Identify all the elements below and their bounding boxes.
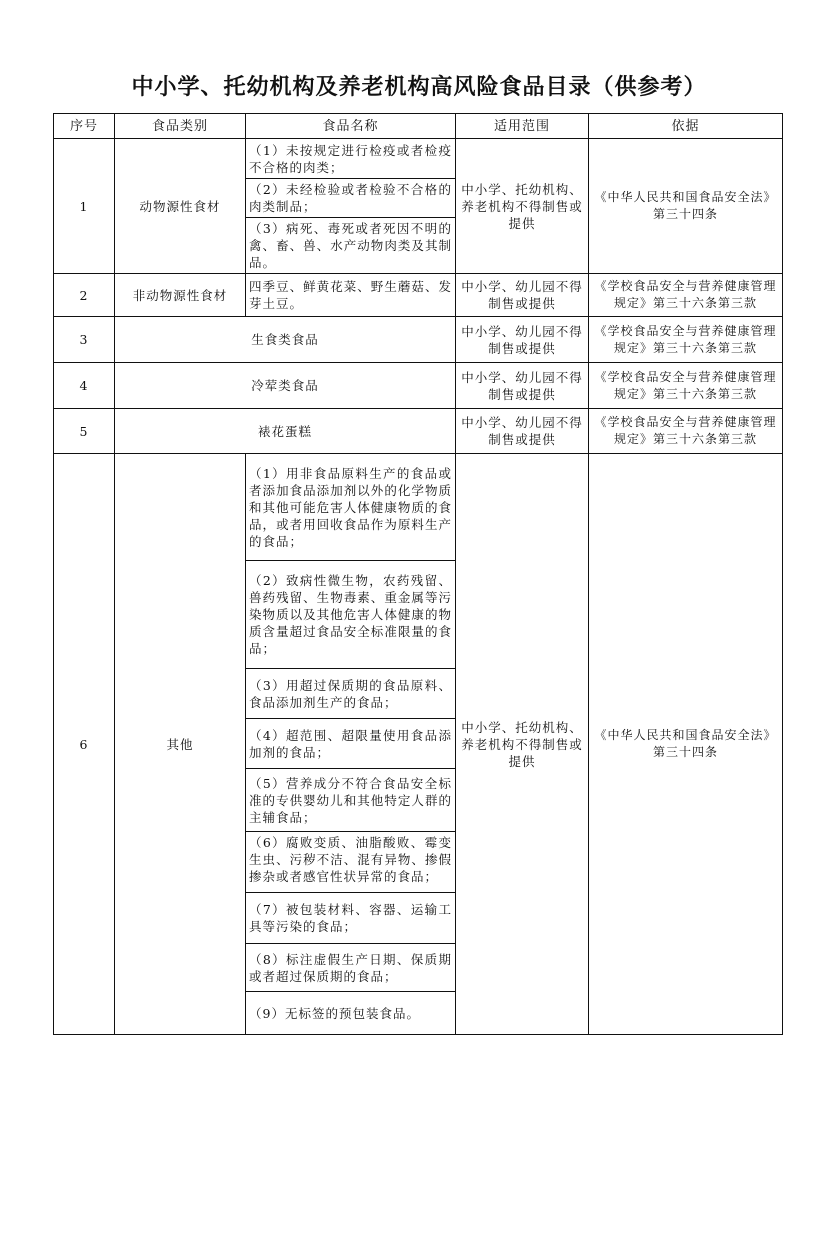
row-scope: 中小学、幼儿园不得制售或提供 bbox=[456, 409, 589, 454]
high-risk-food-table bbox=[53, 113, 783, 1035]
page-title: 中小学、托幼机构及养老机构高风险食品目录（供参考） bbox=[131, 75, 707, 100]
food-item bbox=[246, 179, 456, 218]
row-scope: 中小学、托幼机构、养老机构不得制售或提供 bbox=[456, 454, 589, 1035]
header-basis: 依据 bbox=[589, 114, 783, 139]
row-seq: 1 bbox=[54, 139, 115, 274]
food-item: （5）营养成分不符合食品安全标准的专供婴幼儿和其他特定人群的主辅食品； bbox=[246, 769, 456, 832]
food-item-text: （3）病死、毒死或者死因不明的禽、畜、兽、水产动物肉类及其制品。 bbox=[249, 221, 452, 270]
row-basis: 《学校食品安全与营养健康管理规定》第三十六条第三款 bbox=[589, 363, 783, 409]
table-row bbox=[54, 454, 783, 561]
row-food-name: 冷荤类食品 bbox=[115, 363, 456, 409]
row-seq: 4 bbox=[54, 363, 115, 409]
row-category: 非动物源性食材 bbox=[115, 274, 246, 317]
food-item: （3）用超过保质期的食品原料、食品添加剂生产的食品； bbox=[246, 669, 456, 719]
food-item-text: （1）未按规定进行检疫或者检疫不合格的肉类； bbox=[249, 142, 452, 175]
food-item: （8）标注虚假生产日期、保质期或者超过保质期的食品； bbox=[246, 944, 456, 992]
food-item: （2）致病性微生物，农药残留、兽药残留、生物毒素、重金属等污染物质以及其他危害人体健康的物质含量超过食品安全标准限量的食品； bbox=[246, 561, 456, 669]
row-seq: 3 bbox=[54, 317, 115, 363]
row-scope: 中小学、托幼机构、养老机构不得制售或提供 bbox=[456, 139, 589, 274]
food-item: （9）无标签的预包装食品。 bbox=[246, 992, 456, 1035]
row-category: 其他 bbox=[115, 454, 246, 1035]
row-seq: 6 bbox=[54, 454, 115, 1035]
row-food-name: 裱花蛋糕 bbox=[115, 409, 456, 454]
row-basis: 《学校食品安全与营养健康管理规定》第三十六条第三款 bbox=[589, 274, 783, 317]
row-basis: 《中华人民共和国食品安全法》第三十四条 bbox=[589, 454, 783, 1035]
row-category: 动物源性食材 bbox=[115, 139, 246, 274]
table-row bbox=[54, 139, 783, 179]
row-basis: 《学校食品安全与营养健康管理规定》第三十六条第三款 bbox=[589, 317, 783, 363]
food-item: 四季豆、鲜黄花菜、野生蘑菇、发芽土豆。 bbox=[246, 274, 456, 317]
food-item-text: （2）未经检验或者检验不合格的肉类制品； bbox=[249, 182, 452, 214]
row-food-name: 生食类食品 bbox=[115, 317, 456, 363]
row-basis: 《中华人民共和国食品安全法》第三十四条 bbox=[589, 139, 783, 274]
table-row bbox=[54, 317, 783, 363]
food-item: （1）用非食品原料生产的食品或者添加食品添加剂以外的化学物质和其他可能危害人体健康物质的食品，或者用回收食品作为原料生产的食品； bbox=[246, 454, 456, 561]
food-item: （4）超范围、超限量使用食品添加剂的食品； bbox=[246, 719, 456, 769]
header-name: 食品名称 bbox=[246, 114, 456, 139]
food-item bbox=[246, 139, 456, 179]
food-item-text: （6）腐败变质、油脂酸败、霉变生虫、污秽不洁、混有异物、掺假掺杂或者感官性状异常的食品； bbox=[249, 835, 452, 884]
food-item bbox=[246, 218, 456, 274]
header-seq: 序号 bbox=[54, 114, 115, 139]
header-scope: 适用范围 bbox=[456, 114, 589, 139]
row-seq: 5 bbox=[54, 409, 115, 454]
food-item bbox=[246, 832, 456, 893]
row-scope: 中小学、幼儿园不得制售或提供 bbox=[456, 317, 589, 363]
food-item: （7）被包装材料、容器、运输工具等污染的食品； bbox=[246, 893, 456, 944]
row-scope: 中小学、幼儿园不得制售或提供 bbox=[456, 274, 589, 317]
table-row bbox=[54, 363, 783, 409]
table-header-row bbox=[54, 114, 783, 139]
row-scope: 中小学、幼儿园不得制售或提供 bbox=[456, 363, 589, 409]
row-basis: 《学校食品安全与营养健康管理规定》第三十六条第三款 bbox=[589, 409, 783, 454]
row-seq: 2 bbox=[54, 274, 115, 317]
header-category: 食品类别 bbox=[115, 114, 246, 139]
table-row bbox=[54, 274, 783, 317]
table-row bbox=[54, 409, 783, 454]
